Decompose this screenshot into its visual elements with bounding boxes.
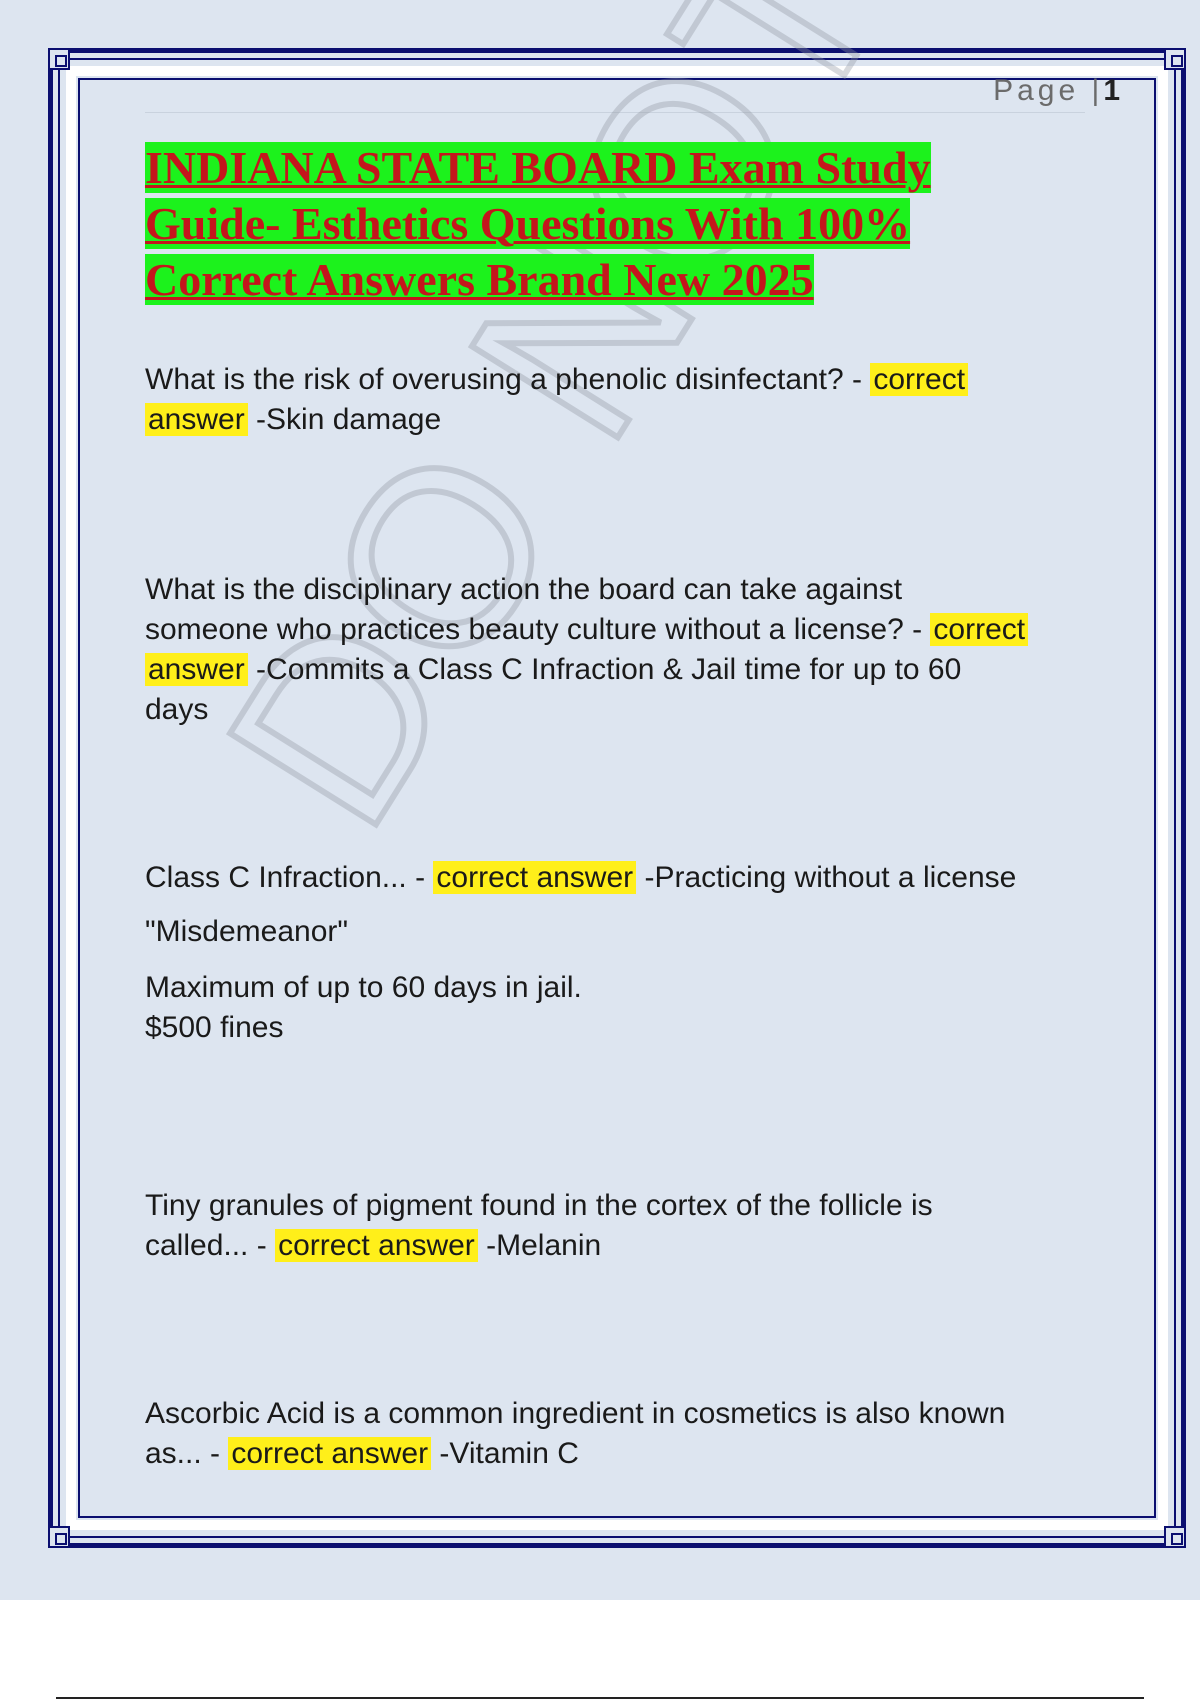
page-number-label: Page | (993, 74, 1104, 107)
correct-answer-highlight: correct (930, 613, 1028, 646)
qa-line (145, 610, 1095, 650)
corner-ornament-icon (48, 48, 70, 70)
watermark: DO (173, 397, 613, 870)
correct-answer-highlight: answer (145, 653, 248, 686)
question-text: as... - (145, 1437, 229, 1470)
answer-text: -Melanin (477, 1229, 602, 1262)
qa-line (145, 650, 1095, 690)
question-text: Tiny granules of pigment found in the cortex of the follicle is (145, 1189, 933, 1222)
answer-text: Maximum of up to 60 days in jail. (145, 971, 582, 1004)
qa-item (145, 1186, 1095, 1266)
correct-answer-highlight: correct (870, 363, 968, 396)
correct-answer-highlight: answer (145, 403, 248, 436)
correct-answer-highlight: correct answer (228, 1437, 431, 1470)
qa-item (145, 360, 1095, 440)
question-text: What is the disciplinary action the board can take against (145, 573, 903, 606)
page-number (993, 74, 1120, 108)
qa-line (145, 360, 1095, 400)
question-text: Class C Infraction... - (145, 861, 434, 894)
question-text: What is the risk of overusing a phenolic disinfectant? - (145, 363, 871, 396)
qa-line (145, 858, 1095, 898)
correct-answer-highlight: correct answer (275, 1229, 478, 1262)
answer-text: days (145, 693, 209, 726)
footer-rule (56, 1697, 1144, 1699)
answer-text: -Vitamin C (431, 1437, 579, 1470)
question-text: someone who practices beauty culture without a license? - (145, 613, 931, 646)
qa-line (145, 1434, 1095, 1474)
answer-text: -Commits a Class C Infraction & Jail time for up to 60 (247, 653, 962, 686)
qa-line (145, 1226, 1095, 1266)
document-title-text: INDIANA STATE BOARD Exam Study Guide- Esthetics Questions With 100% Correct Answers Brand New 2025 (145, 142, 931, 305)
corner-ornament-icon (48, 1526, 70, 1548)
qa-item (145, 570, 1095, 730)
correct-answer-highlight: correct answer (433, 861, 636, 894)
document-title (145, 140, 1045, 308)
question-text: Ascorbic Acid is a common ingredient in cosmetics is also known (145, 1397, 1006, 1430)
question-text: called... - (145, 1229, 276, 1262)
qa-item (145, 858, 1095, 1048)
page-number-value: 1 (1103, 74, 1120, 107)
answer-text: "Misdemeanor" (145, 915, 349, 948)
answer-text: $500 fines (145, 1011, 284, 1044)
answer-text: -Practicing without a license (636, 861, 1017, 894)
corner-ornament-icon (1164, 48, 1186, 70)
qa-item (145, 1394, 1095, 1474)
corner-ornament-icon (1164, 1526, 1186, 1548)
qa-line (145, 400, 1095, 440)
answer-text: -Skin damage (247, 403, 442, 436)
